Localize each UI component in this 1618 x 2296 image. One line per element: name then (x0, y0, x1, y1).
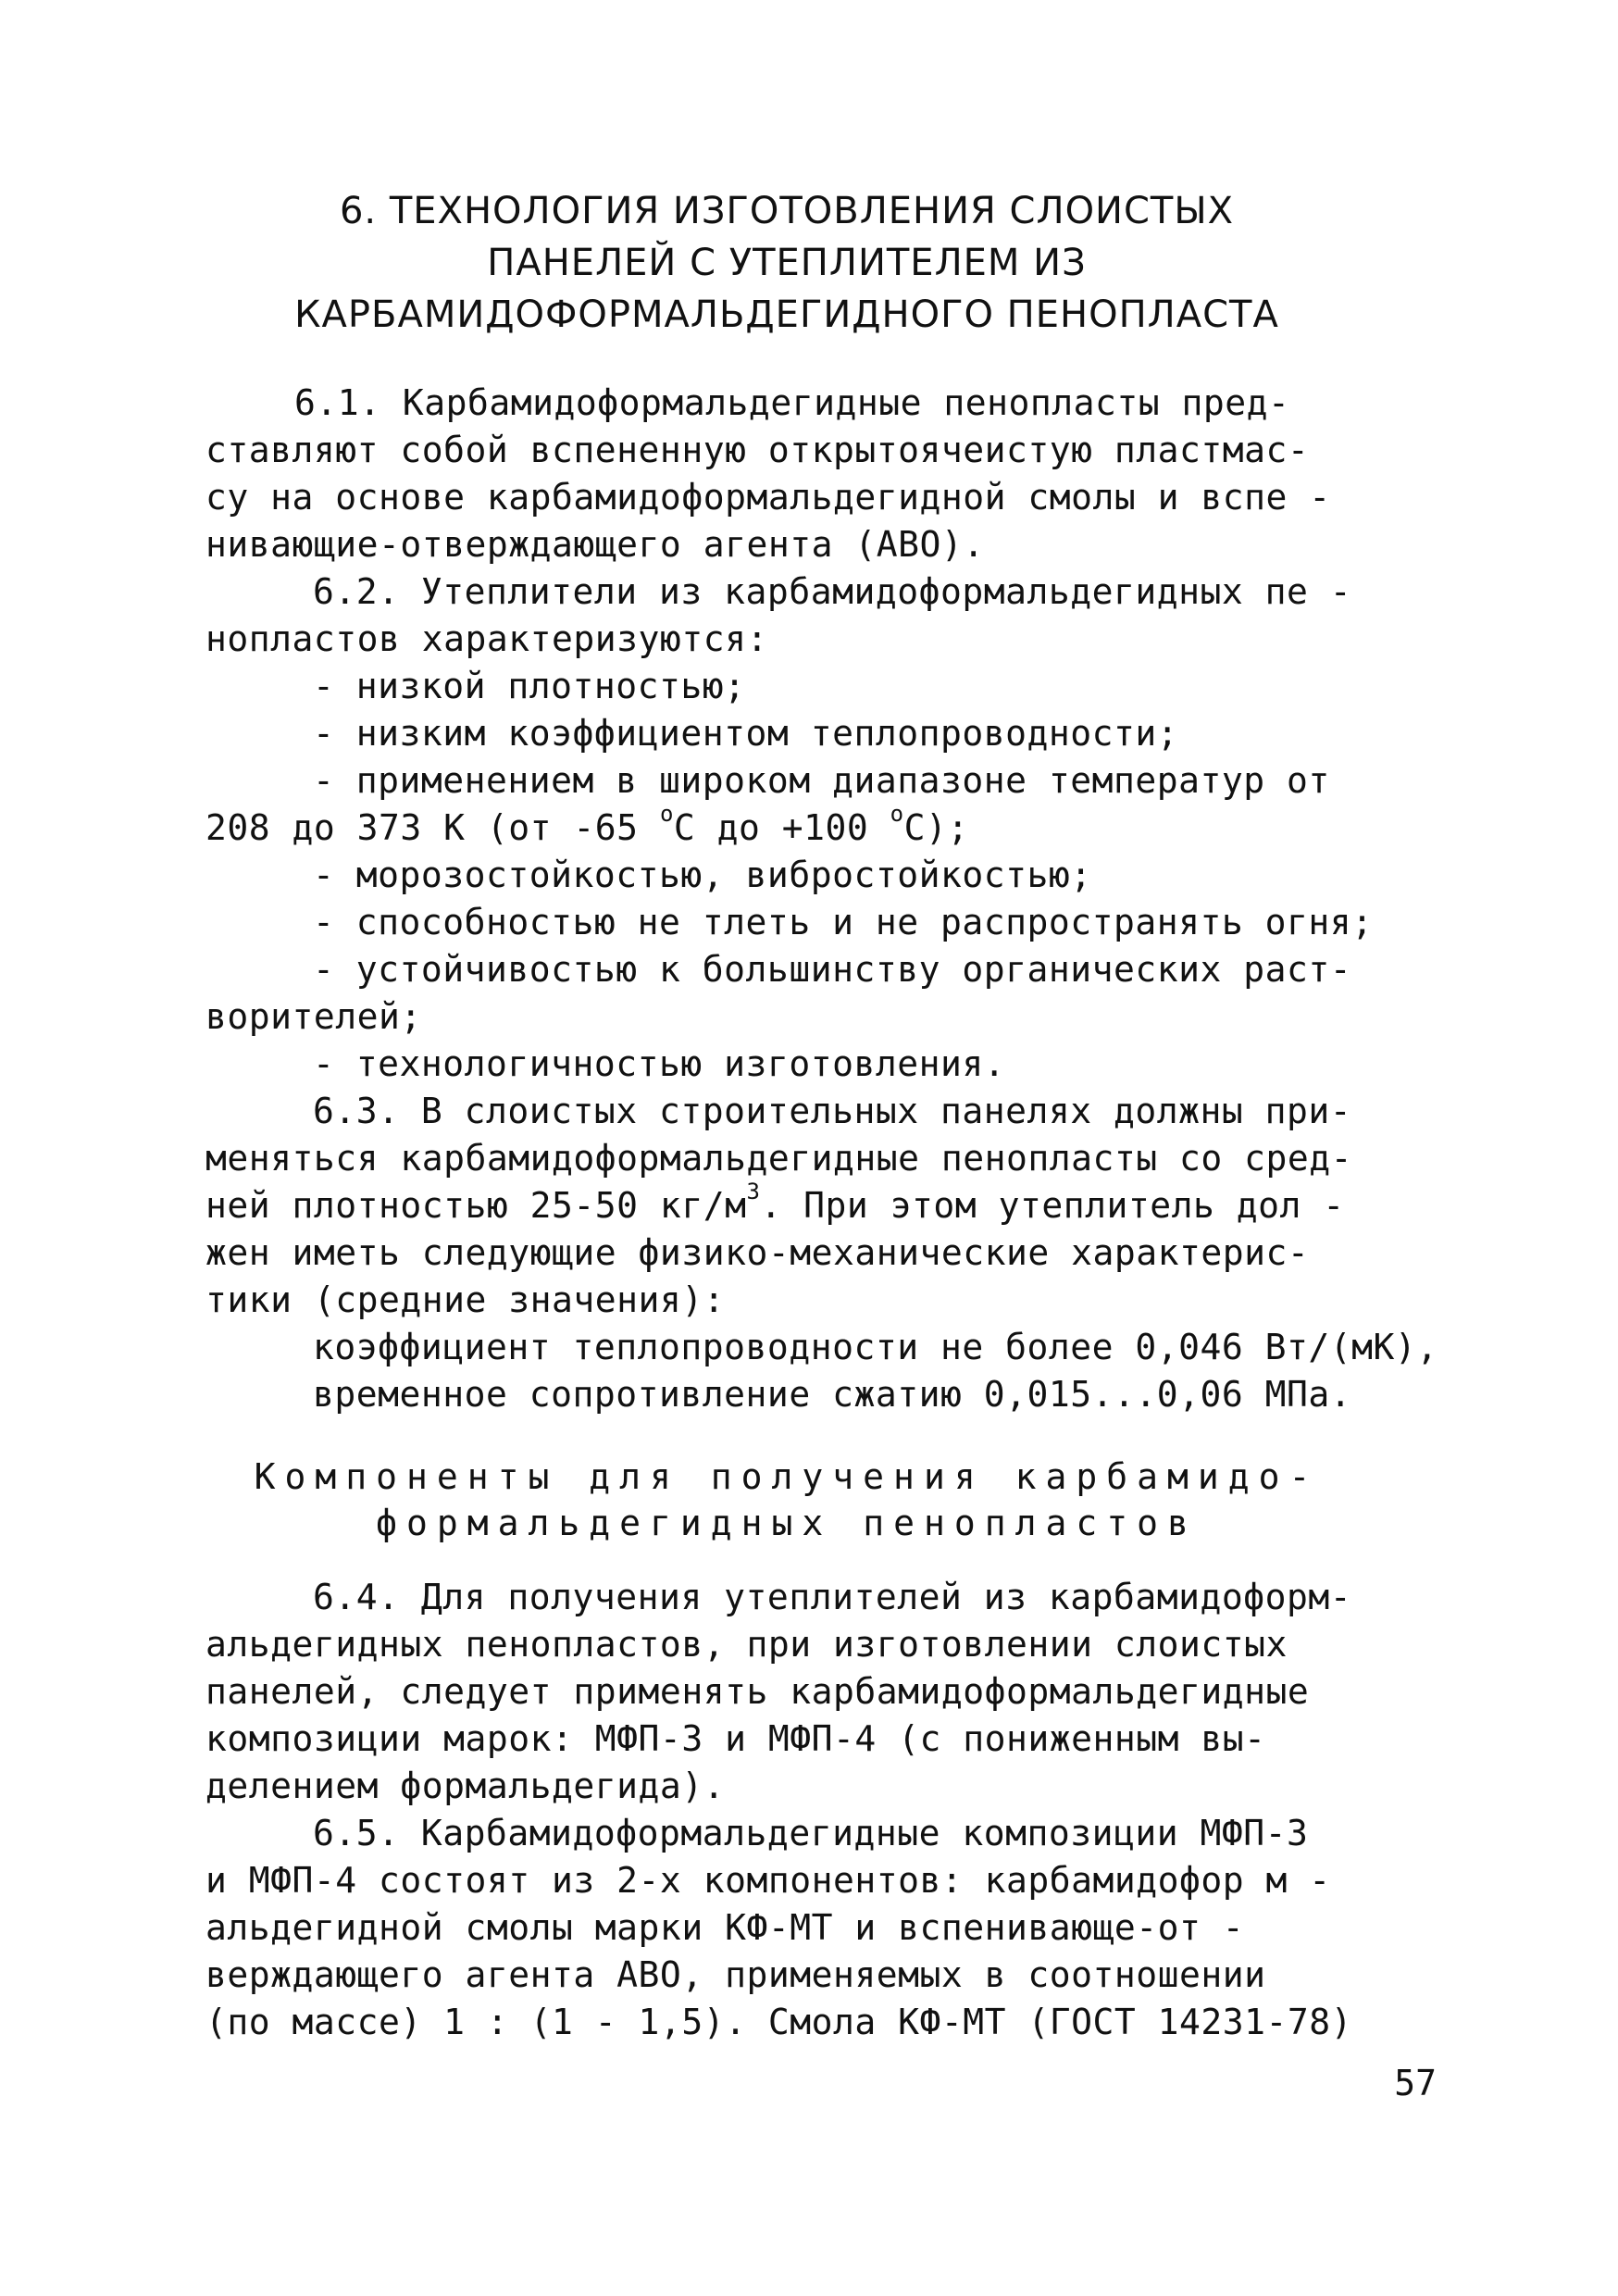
text-line: ворителей; (205, 996, 422, 1037)
text-line: тики (средние значения): (205, 1279, 726, 1320)
text-line: коэффициент теплопроводности не более 0,046 Вт/(мК), (313, 1327, 1438, 1367)
section-title (185, 185, 1388, 341)
text-line: меняться карбамидоформальдегидные пенопласты со сред- (205, 1138, 1353, 1179)
temp-part-1: 208 до 373 К (от -65 (205, 807, 660, 848)
text-line: нопластов характеризуются: (205, 618, 768, 659)
subsection-heading-line-2: формальдегидных пенопластов (376, 1503, 1198, 1543)
text-line: - применением в широком диапазоне температур от (313, 760, 1330, 801)
text-line: делением формальдегида). (205, 1766, 726, 1806)
text-line: верждающего агента АВО, применяемых в соотношении (205, 1954, 1266, 1995)
density-part-2: . При этом утеплитель дол - (760, 1185, 1345, 1226)
cube-superscript: 3 (746, 1179, 761, 1204)
temp-part-2: С до +100 (673, 807, 890, 848)
density-part-1: ней плотностью 25-50 кг/м (205, 1185, 747, 1226)
subsection-heading-line-1: Компоненты для получения карбамидо- (254, 1456, 1320, 1497)
text-line: альдегидной смолы марки КФ-МТ и вспенивающе-от - (205, 1907, 1245, 1948)
degree-sign: o (890, 801, 904, 827)
text-line: ставляют собой вспененную открытоячеистую пластмас- (205, 430, 1310, 470)
text-line: - низкой плотностью; (313, 666, 746, 706)
text-line: - устойчивостью к большинству органических раст- (313, 949, 1352, 990)
text-line: 6.2. Утеплители из карбамидоформальдегидных пе - (313, 571, 1352, 612)
text-line: 6.5. Карбамидоформальдегидные композиции МФП-3 (313, 1813, 1309, 1853)
degree-sign: o (659, 801, 674, 827)
temp-part-3: С); (903, 807, 969, 848)
title-line-1: 6. ТЕХНОЛОГИЯ ИЗГОТОВЛЕНИЯ СЛОИСТЫХ (339, 190, 1235, 232)
title-line-2: ПАНЕЛЕЙ С УТЕПЛИТЕЛЕМ ИЗ (487, 242, 1087, 284)
text-line: временное сопротивление сжатию 0,015...0,06 МПа. (313, 1374, 1352, 1415)
text-line: (по массе) 1 : (1 - 1,5). Смола КФ-МТ (ГОСТ 14231-78) (205, 2002, 1353, 2042)
text-line: жен иметь следующие физико-механические характерис- (205, 1232, 1310, 1273)
text-line-density (205, 1179, 1345, 1227)
page-number: 57 (1394, 2063, 1437, 2103)
text-line: 6.3. В слоистых строительных панелях должны при- (313, 1091, 1352, 1131)
text-line: нивающие-отверждающего агента (АВО). (205, 524, 985, 565)
text-line: 6.1. Карбамидоформальдегидные пенопласты пред- (294, 382, 1290, 423)
text-line: альдегидных пенопластов, при изготовлении слоистых (205, 1624, 1288, 1665)
text-line: - способностью не тлеть и не распространять огня; (313, 902, 1374, 942)
text-line: су на основе карбамидоформальдегидной смолы и вспе - (205, 477, 1331, 518)
text-line: 6.4. Для получения утеплителей из карбамидоформ- (313, 1577, 1352, 1617)
text-line: композиции марок: МФП-3 и МФП-4 (с пониженным вы- (205, 1718, 1266, 1759)
title-line-3: КАРБАМИДОФОРМАЛЬДЕГИДНОГО ПЕНОПЛАСТА (294, 293, 1279, 336)
text-line-temperature (205, 801, 969, 849)
text-line: - морозостойкостью, вибростойкостью; (313, 855, 1092, 895)
text-line: - технологичностью изготовления. (313, 1043, 1006, 1084)
text-line: - низким коэффициентом теплопроводности; (313, 713, 1179, 754)
text-line: панелей, следует применять карбамидоформальдегидные (205, 1671, 1310, 1712)
text-line: и МФП-4 состоят из 2-х компонентов: карбамидофор м - (205, 1860, 1331, 1901)
